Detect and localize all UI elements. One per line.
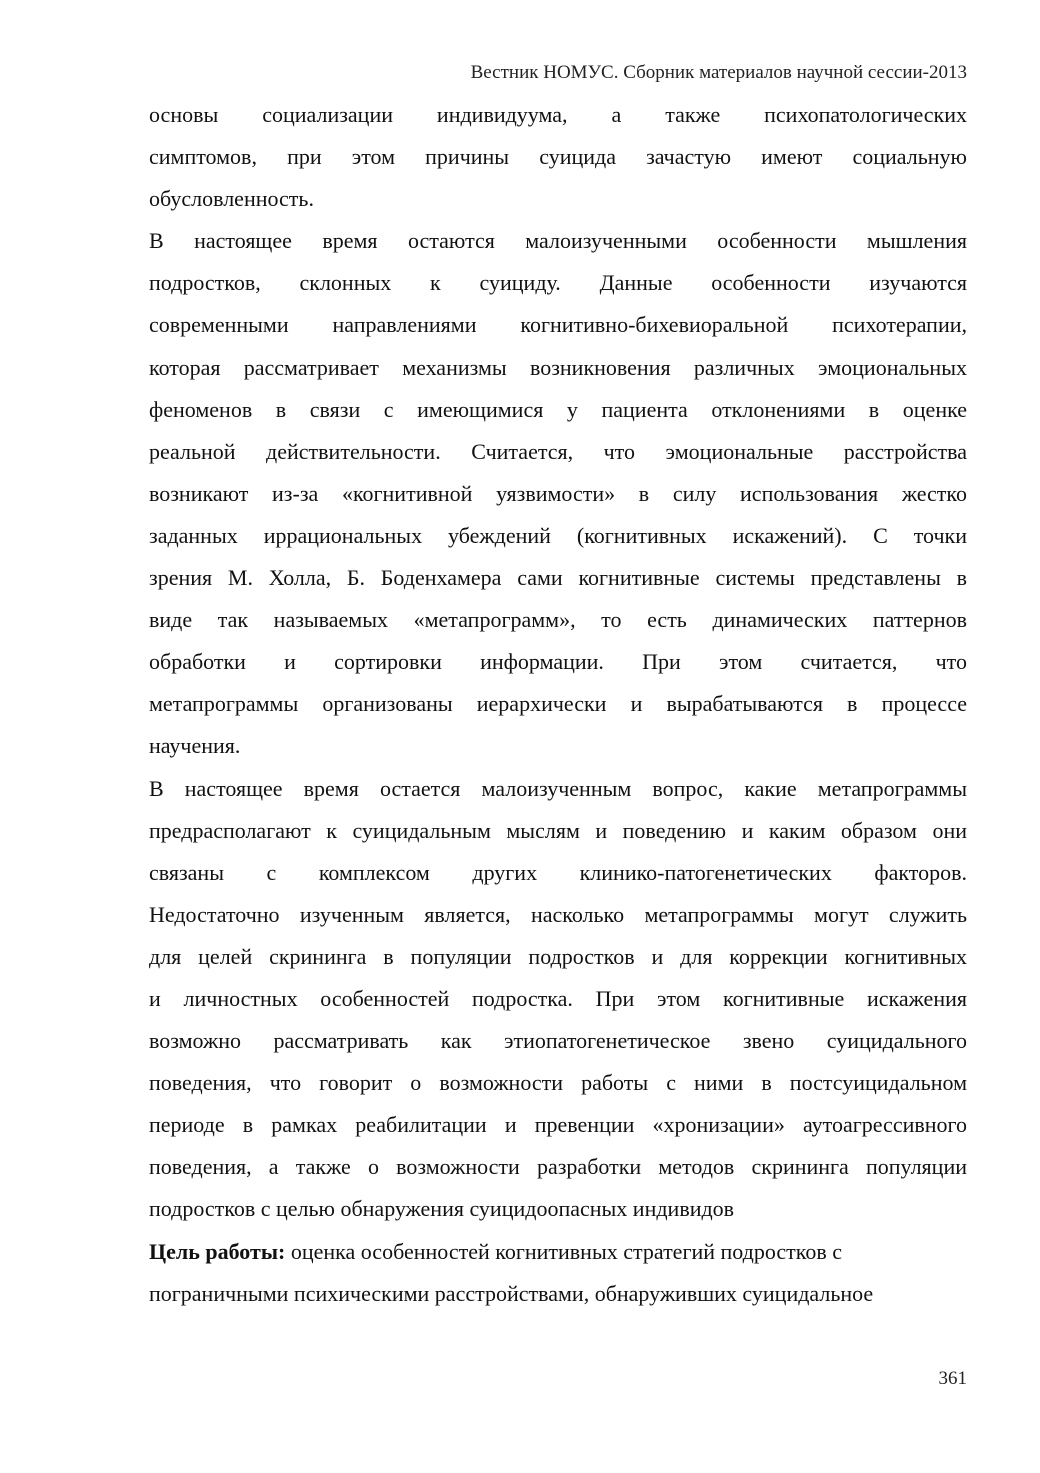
text-line: симптомов, при этом причины суицида зачастую имеют социальную [149,144,967,170]
text-line: возникают из-за «когнитивной уязвимости» в силу использования жестко [149,480,967,506]
text-line: современными направлениями когнитивно-бихевиоральной психотерапии, [149,312,967,338]
paragraph-3 [149,768,967,1231]
text-line: зрения М. Холла, Б. Боденхамера сами когнитивные системы представлены в [149,565,967,591]
text-line: возможно рассматривать как этиопатогенетическое звено суицидального [149,1028,967,1054]
text-line: пограничными психическими расстройствами, обнаруживших суицидальное [149,1280,874,1306]
paragraph-2 [149,220,967,767]
text-line: обработки и сортировки информации. При этом считается, что [149,649,967,675]
text-line: подростков, склонных к суициду. Данные особенности изучаются [149,270,967,296]
text-line [149,1231,967,1273]
text-line: обусловленность. [149,186,314,212]
page-number: 361 [938,1368,967,1389]
text-line: Недостаточно изученным является, насколько метапрограммы могут служить [149,901,967,927]
text-line: основы социализации индивидуума, а также психопатологических [149,102,967,127]
text-line: заданных иррациональных убеждений (когнитивных искажений). С точки [149,522,967,548]
text-line: реальной действительности. Считается, что эмоциональные расстройства [149,438,967,464]
text-line: феноменов в связи с имеющимися у пациента отклонениями в оценке [149,396,967,422]
text-line: связаны с комплексом других клинико-патогенетических факторов. [149,859,967,885]
goal-label: Цель работы: [149,1238,286,1264]
text-line: научения. [149,733,241,759]
text-line: предрасполагают к суицидальным мыслям и поведению и каким образом они [149,817,967,843]
body-text [149,94,967,1315]
text-line: для целей скрининга в популяции подростков и для коррекции когнитивных [149,943,967,969]
running-header: Вестник НОМУС. Сборник материалов научной сессии-2013 [470,62,967,83]
paragraph-1 [149,94,967,220]
text-line: поведения, что говорит о возможности работы с ними в постсуицидальном [149,1070,967,1096]
goal-text: оценка особенностей когнитивных стратегий подростков с [285,1238,842,1264]
text-line: В настоящее время остаются малоизученными особенности мышления [149,228,967,254]
text-line: В настоящее время остается малоизученным вопрос, какие метапрограммы [149,775,967,801]
text-line: поведения, а также о возможности разработки методов скрининга популяции [149,1154,967,1180]
text-line: подростков с целью обнаружения суицидоопасных индивидов [149,1196,735,1222]
paragraph-4 [149,1231,967,1315]
text-line: которая рассматривает механизмы возникновения различных эмоциональных [149,354,967,380]
text-line: и личностных особенностей подростка. При этом когнитивные искажения [149,985,967,1011]
text-line: метапрограммы организованы иерархически и вырабатываются в процессе [149,691,967,717]
text-line: периоде в рамках реабилитации и превенции «хронизации» аутоагрессивного [149,1112,967,1138]
text-line: виде так называемых «метапрограмм», то есть динамических паттернов [149,607,967,633]
